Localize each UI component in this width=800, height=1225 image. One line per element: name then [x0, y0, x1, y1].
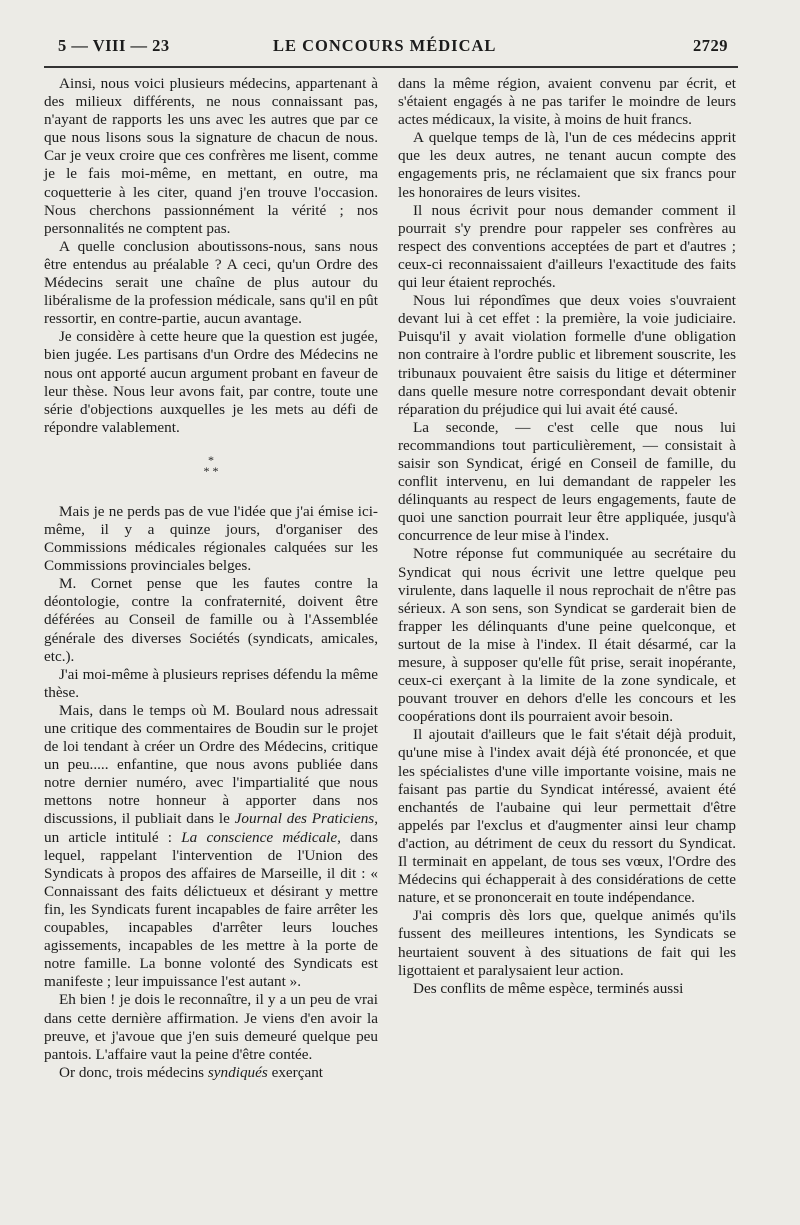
- paragraph: Ainsi, nous voici plusieurs médecins, appartenant à des milieux différents, ne nous connaissant pas, n'ayant de rapports les uns avec les autres que par ce que nous lisons sous la signature de chacun de nous. Car je veux croire que ces confrères me lisent, comme je le fais moi-même, en mettant, en outre, ma coquetterie à les citer, quand j'en trouve l'occasion. Nous cherchons passionnément la vérité ; nos personnalités ne comptent pas.: [44, 75, 378, 237]
- paragraph: A quelle conclusion aboutissons-nous, sans nous être entendus au préalable ? A ceci, qu'un Ordre des Médecins serait une chaîne de plus autour du libéralisme de la profession médicale, sans qu'il en pût ressortir, en contre-partie, aucun avantage.: [44, 237, 378, 328]
- text-run: Or donc, trois médecins: [59, 1063, 208, 1081]
- right-column: [398, 75, 736, 998]
- paragraph: La seconde, — c'est celle que nous lui recommandions tout particulièrement, — consistait à saisir son Syndicat, érigé en Conseil de famille, du conflit intervenu, en lui demandant de rappeler les délinquants au respect de leurs engagements, faute de quoi une sanction pourrait leur être appliquée, jusqu'à concurrence de leur mise à l'index.: [398, 418, 736, 545]
- text-run: Mais, dans le temps où M. Boulard nous adressait une critique des commentaires de Boudin sur le projet de loi tendant à créer un Ordre des Médecins, critique un peu..... enfantine, que nous avons publiée dans notre dernier numéro, avec l'impartialité que nous mettons notre honneur à apporter dans nos discussions, il publiait dans le: [44, 701, 378, 828]
- paragraph: Eh bien ! je dois le reconnaître, il y a un peu de vrai dans cette dernière affirmation. Je viens d'en avoir la preuve, et j'avoue que j'en suis demeuré quelque peu pantois. L'affaire vaut la peine d'être contée.: [44, 991, 378, 1063]
- asterism-bottom: * *: [203, 463, 219, 478]
- journal-name: Journal des Praticiens: [234, 810, 375, 828]
- text-run: exerçant: [267, 1063, 324, 1081]
- text-run: , dans lequel, rappelant l'intervention de l'Union des Syndicats à propos des affaires de Marseille, il dit : « Connaissant des faits délictueux et désirant y mettre fin, les Syndicats furent incapables de faire arrêter les coupables, incapables d'arrêter leurs louches agissements, incapables de les mettre à la porte de notre famille. La bonne volonté des Syndicats est manifeste ; leur impuissance l'est autant ».: [44, 828, 378, 991]
- issue-date: 5 — VIII — 23: [58, 36, 170, 55]
- paragraph: Nous lui répondîmes que deux voies s'ouvraient devant lui à cet effet : la première, la voie judiciaire. Puisqu'il y avait violation formelle d'une obligation non contraire à l'ordre public et librement souscrite, les tribunaux pouvaient être saisis du litige et déterminer dans quelle mesure notre correspondant devait obtenir réparation du préjudice qui lui avait été causé.: [398, 292, 736, 418]
- header-rule: [44, 66, 738, 68]
- emphasis: syndiqués: [207, 1063, 268, 1081]
- article-title: La conscience médicale: [181, 828, 338, 846]
- left-column: [44, 75, 378, 1082]
- journal-title: LE CONCOURS MÉDICAL: [273, 36, 497, 55]
- paragraph: Il ajoutait d'ailleurs que le fait s'était déjà produit, qu'une mise à l'index avait déjà été prononcée, et que les spécialistes d'une ville importante voisine, mais ne faisant pas partie du Syndicat intéressé, avaient été enchantés de l'aubaine qui leur permettait d'être appelés par l'exclus et d'augmenter ainsi leur champ d'action, au détriment de ceux du ressort du Syndicat. Il terminait en appelant, de tous ses vœux, l'Ordre des Médecins qui échapperait à des considérations de cette nature, et se prononcerait en toute indépendance.: [398, 726, 736, 907]
- paragraph: Des conflits de même espèce, terminés aussi: [413, 979, 684, 997]
- paragraph: A quelque temps de là, l'un de ces médecins apprit que les deux autres, ne tenant aucun compte des engagements pris, ne réclamaient que six francs pour les honoraires de leurs visites.: [398, 129, 736, 201]
- paragraph: Il nous écrivit pour nous demander comment il pourrait s'y prendre pour rappeler ses confrères au respect des conventions acceptées de part et d'autres ; ceux-ci reconnaissaient d'ailleurs l'exactitude des faits qui leur étaient reprochés.: [398, 201, 736, 292]
- paragraph: J'ai compris dès lors que, quelque animés qu'ils fussent des meilleures intentions, les Syndicats se heurtaient souvent à des situations de fait qui les ligottaient et paralysaient leur action.: [398, 907, 736, 979]
- paragraph: dans la même région, avaient convenu par écrit, et s'étaient engagés à ne pas tarifer le moindre de leurs actes médicaux, la visite, à moins de huit francs.: [398, 75, 736, 129]
- paragraph: [44, 1064, 378, 1082]
- paragraph: [44, 702, 378, 992]
- paragraph: Je considère à cette heure que la question est jugée, bien jugée. Les partisans d'un Ordre des Médecins ne nous ont apporté aucun argument probant en faveur de leur thèse. Nous leur avons fait, par contre, toute une série d'objections auxquelles je les mets au défi de répondre valablement.: [44, 328, 378, 436]
- asterism-top: *: [208, 452, 214, 467]
- paragraph: Notre réponse fut communiquée au secrétaire du Syndicat qui nous écrivit une lettre quelque peu virulente, dans laquelle il nous reprochait de n'être pas sérieux. A son sens, son Syndicat se garderait bien de frapper les délinquants d'une peine quelconque, et surtout de la mise à l'index. Il était désarmé, car la mesure, à supposer qu'elle fût prise, serait inopérante, ceux-ci exerçant à la limite de la zone syndicale, et pouvant trouver en dehors d'elle les concours et les coopérations dont ils pourraient avoir besoin.: [398, 545, 736, 726]
- page-number: 2729: [693, 36, 728, 55]
- paragraph: Mais je ne perds pas de vue l'idée que j'ai émise ici-même, il y a quinze jours, d'organiser des Commissions médicales régionales calquées sur les Commissions provinciales belges.: [44, 502, 378, 575]
- running-header: [58, 36, 728, 62]
- paragraph: M. Cornet pense que les fautes contre la déontologie, contre la confraternité, doivent être déférées au Conseil de famille ou à l'Assemblée générale des diverses Sociétés (syndicats, amicales, etc.).: [44, 575, 378, 665]
- paragraph: J'ai moi-même à plusieurs reprises défendu la même thèse.: [44, 665, 378, 701]
- section-asterism: [44, 452, 378, 478]
- text-run: , un article intitulé :: [44, 810, 378, 846]
